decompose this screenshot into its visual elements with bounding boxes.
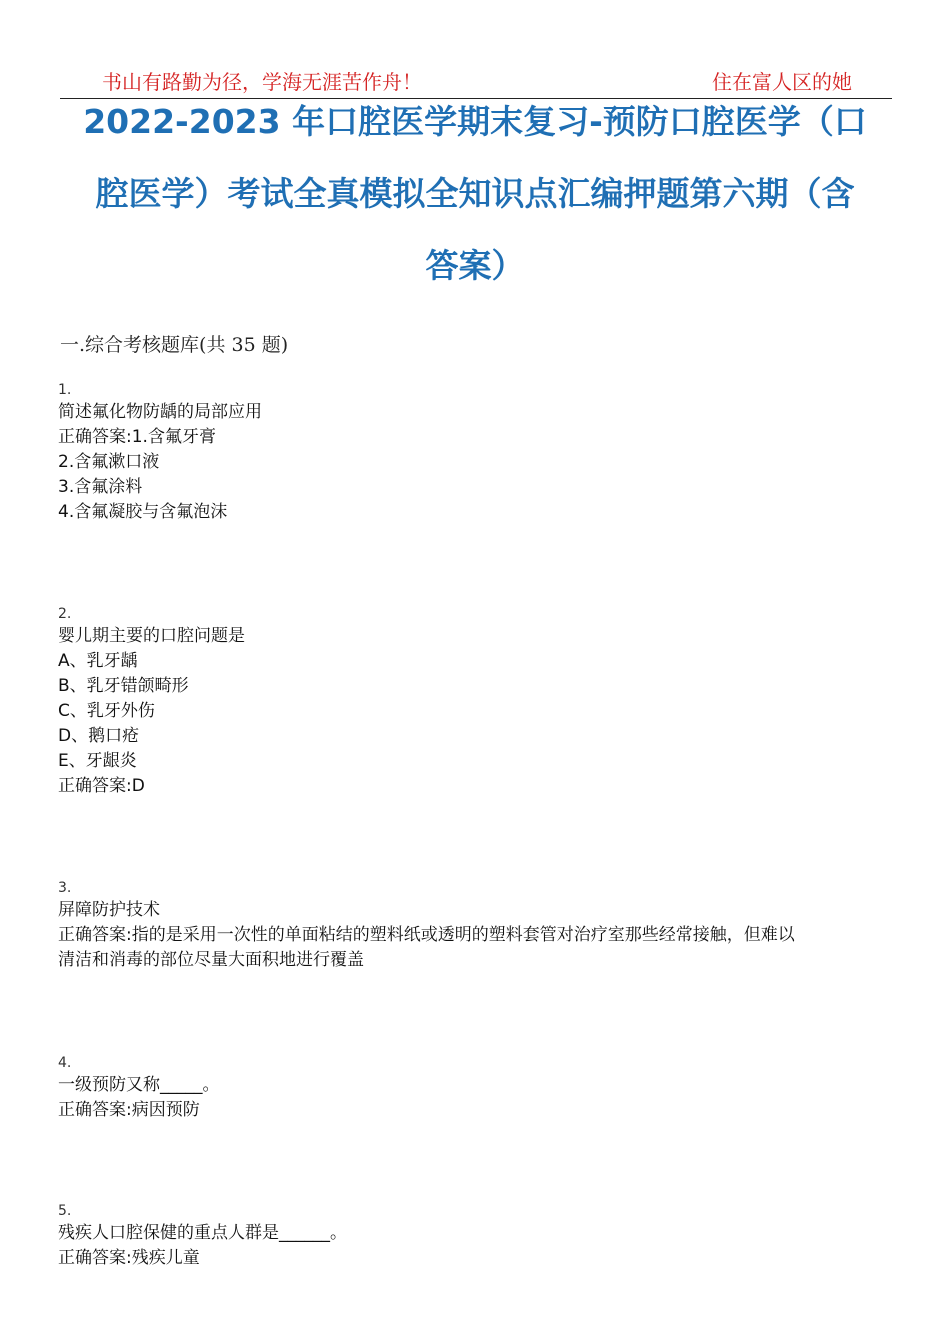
title-line-1: 2022-2023 年口腔医学期末复习-预防口腔医学（口: [83, 102, 867, 141]
title-line-3: 答案）: [425, 246, 525, 285]
answer-line: 正确答案:病因预防: [58, 1100, 200, 1120]
option-e: E、牙龈炎: [58, 751, 137, 771]
question-text: 屏障防护技术: [58, 900, 160, 920]
question-text: 简述氟化物防龋的局部应用: [58, 402, 262, 422]
question-5: [58, 1201, 898, 1271]
question-number: 1.: [58, 382, 72, 398]
question-4: [58, 1053, 898, 1123]
header-right-motto: 住在富人区的她: [712, 70, 852, 94]
option-c: C、乳牙外伤: [58, 701, 155, 721]
answer-line: 正确答案:D: [58, 776, 145, 796]
answer-line: 2.含氟漱口液: [58, 452, 160, 472]
question-number: 5.: [58, 1203, 72, 1219]
option-d: D、鹅口疮: [58, 726, 140, 746]
answer-line: 正确答案:1.含氟牙膏: [58, 427, 216, 447]
answer-line: 4.含氟凝胶与含氟泡沫: [58, 502, 228, 522]
question-text: 残疾人口腔保健的重点人群是______。: [58, 1223, 347, 1243]
question-text: 一级预防又称_____。: [58, 1075, 220, 1095]
title-line-2: 腔医学）考试全真模拟全知识点汇编押题第六期（含: [95, 174, 855, 213]
answer-line: 清洁和消毒的部位尽量大面积地进行覆盖: [58, 950, 364, 970]
option-a: A、乳牙龋: [58, 651, 138, 671]
question-number: 4.: [58, 1055, 72, 1071]
question-text: 婴儿期主要的口腔问题是: [58, 626, 245, 646]
question-1: [58, 380, 898, 525]
question-3: [58, 878, 898, 973]
question-number: 2.: [58, 606, 72, 622]
answer-line: 正确答案:残疾儿童: [58, 1248, 200, 1268]
document-title: [56, 86, 894, 302]
option-b: B、乳牙错颌畸形: [58, 676, 189, 696]
answer-line: 正确答案:指的是采用一次性的单面粘结的塑料纸或透明的塑料套管对治疗室那些经常接触，但难以: [58, 925, 795, 945]
section-heading: 一.综合考核题库(共 35 题): [60, 334, 289, 356]
answer-line: 3.含氟涂料: [58, 477, 143, 497]
header-left-motto: 书山有路勤为径，学海无涯苦作舟！: [102, 70, 422, 94]
question-number: 3.: [58, 880, 72, 896]
question-2: [58, 604, 898, 799]
